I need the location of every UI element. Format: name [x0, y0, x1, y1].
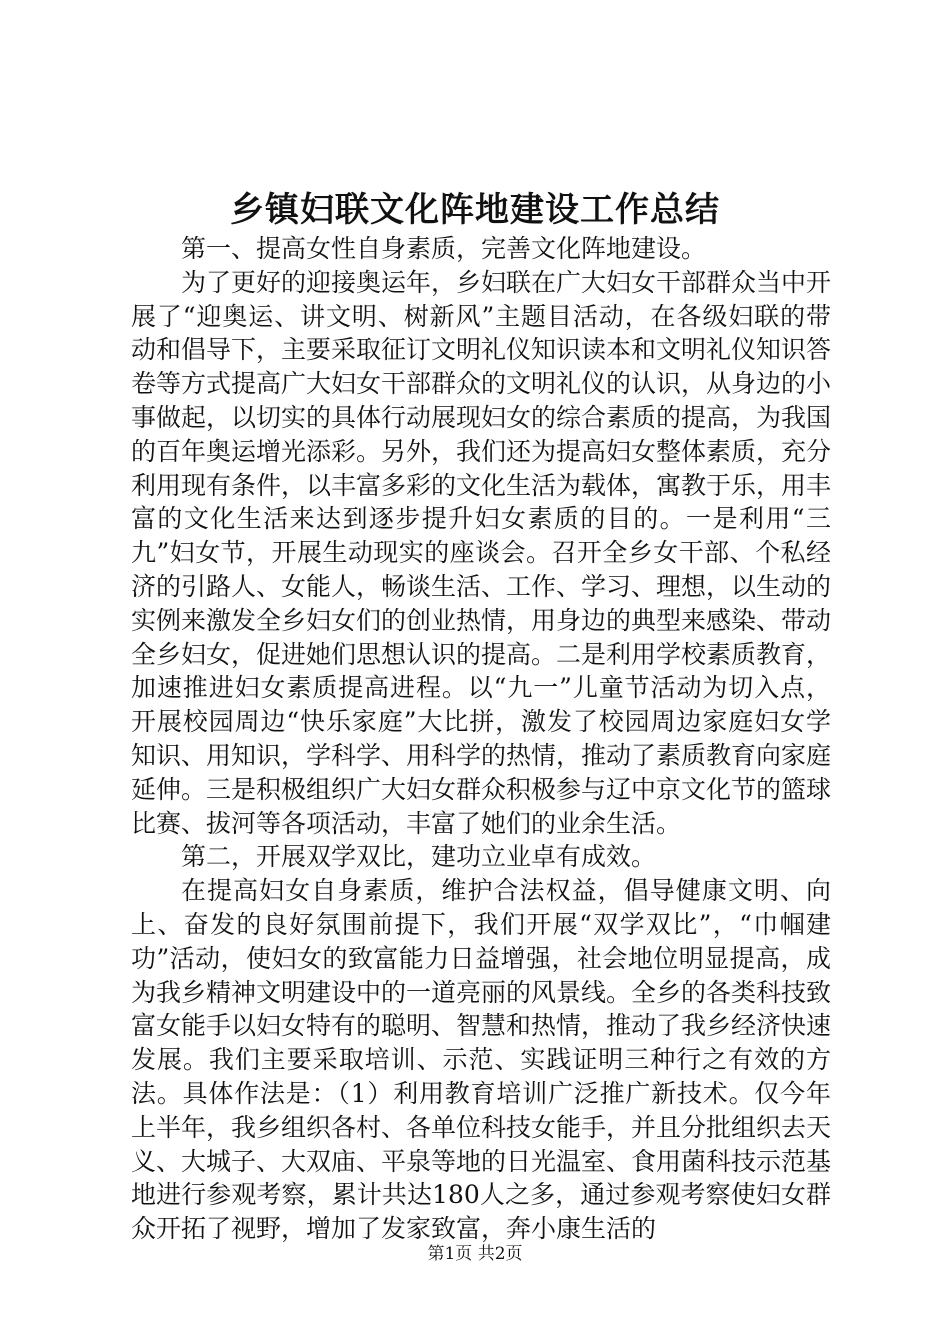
page-total: 共2页: [477, 1244, 523, 1264]
body-paragraph: 在提高妇女自身素质，维护合法权益，倡导健康文明、向上、奋发的良好氛围前提下，我们开展“双学双比”，“巾帼建功”活动，使妇女的致富能力日益增强，社会地位明显提高，成为我乡精神文明建设中的一道亮丽的风景线。全乡的各类科技致富女能手以妇女特有的聪明、智慧和热情，推动了我乡经济快速发展。我们主要采取培训、示范、实践证明三种行之有效的方法。具体作法是：（1）利用教育培训广泛推广新技术。仅今年上半年，我乡组织各村、各单位科技女能手，并且分批组织去天义、大城子、大双庙、平泉等地的日光温室、食用菌科技示范基地进行参观考察，累计共达180人之多，通过参观考察使妇女群众开拓了视野，增加了发家致富，奔小康生活的: [131, 876, 832, 1244]
section-heading-1: 第一、提高女性自身素质，完善文化阵地建设。: [181, 234, 707, 263]
document-title: 乡镇妇联文化阵地建设工作总结: [230, 190, 720, 230]
page-number: 第1页: [427, 1244, 473, 1264]
section-heading-2: 第二，开展双学双比，建功立业卓有成效。: [181, 842, 657, 872]
body-paragraph: 为了更好的迎接奥运年，乡妇联在广大妇女干部群众当中开展了“迎奥运、讲文明、树新风”主题目活动，在各级妇联的带动和倡导下，主要采取征订文明礼仪知识读本和文明礼仪知识答卷等方式提高广大妇女干部群众的文明礼仪的认识，从身边的小事做起，以切实的具体行动展现妇女的综合素质的提高，为我国的百年奥运增光添彩。另外，我们还为提高妇女整体素质，充分利用现有条件，以丰富多彩的文化生活为载体，寓教于乐，用丰富的文化生活来达到逐步提升妇女素质的目的。一是利用“三九”妇女节，开展生动现实的座谈会。召开全乡女干部、个私经济的引路人、女能人，畅谈生活、工作、学习、理想，以生动的实例来激发全乡妇女们的创业热情，用身边的典型来感染、带动全乡妇女，促进她们思想认识的提高。二是利用学校素质教育，加速推进妇女素质提高进程。以“九一”儿童节活动为切入点，开展校园周边“快乐家庭”大比拼，激发了校园周边家庭妇女学知识、用知识，学科学、用科学的热情，推动了素质教育向家庭延伸。三是积极组织广大妇女群众积极参与辽中京文化节的篮球比赛、拔河等各项活动，丰富了她们的业余生活。: [131, 267, 832, 838]
document-body: [131, 232, 831, 1246]
page-footer: [0, 1243, 950, 1265]
